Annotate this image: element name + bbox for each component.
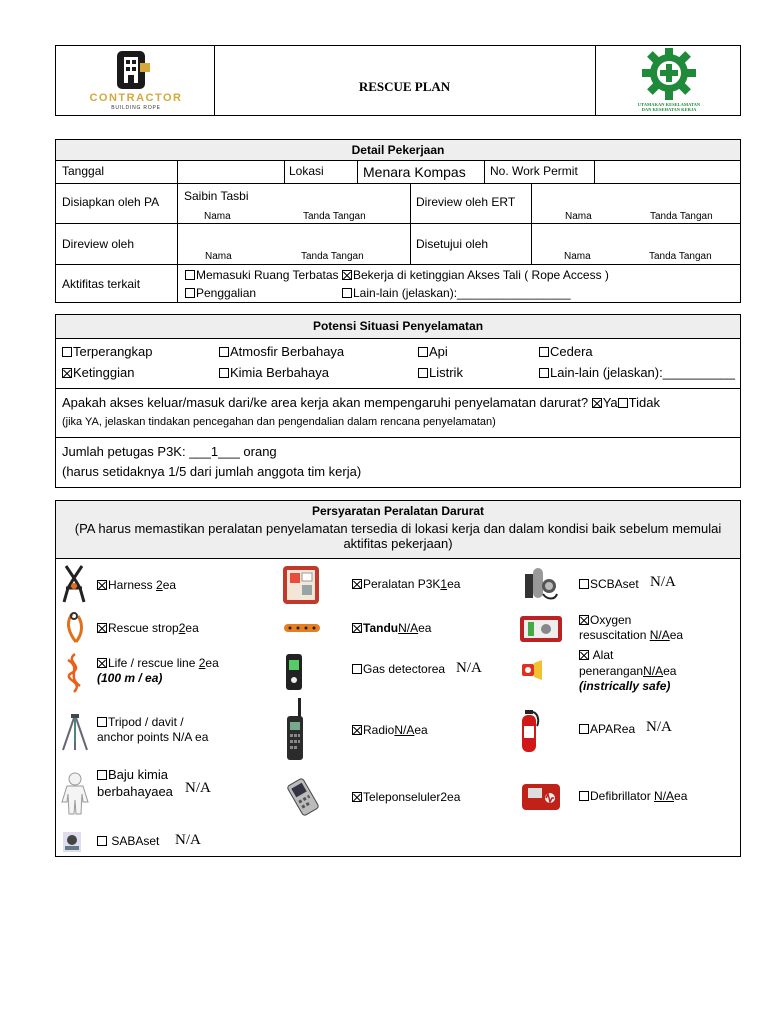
checkbox[interactable]	[97, 836, 107, 846]
hazard-label: Api	[429, 344, 448, 359]
aktifitas-label: Aktifitas terkait	[62, 277, 141, 291]
tanda-tangan-caption: Tanda Tangan	[303, 211, 366, 222]
checkbox-checked[interactable]	[62, 368, 72, 378]
defibrillator-qty: N/A	[654, 789, 675, 803]
checkbox-checked[interactable]	[579, 650, 589, 660]
activity-label: Bekerja di ketinggian Akses Tali ( Rope Access )	[353, 268, 609, 282]
tanda-tangan-caption: Tanda Tangan	[649, 251, 712, 262]
mobile-phone-item[interactable]	[352, 791, 460, 805]
first-aid-kit-qty: 1	[440, 577, 448, 591]
checkbox[interactable]	[579, 724, 589, 734]
col-line	[531, 183, 532, 264]
defibrillator-label: Defibrillator	[590, 789, 655, 803]
checkbox[interactable]	[352, 664, 362, 674]
rescue-strop-item[interactable]	[97, 622, 199, 636]
checkbox-checked[interactable]	[342, 270, 352, 280]
hazard-label: Atmosfir Berbahaya	[230, 344, 345, 359]
unit-label: ea	[185, 621, 199, 635]
flashlight-icon	[520, 658, 544, 682]
hazard-option[interactable]	[62, 366, 134, 381]
chemical-suit-qty: N/A	[185, 780, 211, 796]
checkbox-checked[interactable]	[97, 580, 107, 590]
hazard-label: Kimia Berbahaya	[230, 365, 329, 380]
defibrillator-item[interactable]	[579, 790, 687, 804]
checkbox[interactable]	[418, 347, 428, 357]
activity-option[interactable]	[185, 269, 339, 283]
mobile-phone-icon	[282, 778, 324, 816]
checkbox[interactable]	[185, 270, 195, 280]
hazard-option[interactable]	[418, 345, 448, 360]
radio-label: Radio	[363, 723, 395, 737]
tripod-qty: anchor points N/A ea	[97, 730, 209, 744]
first-aid-kit-item[interactable]	[352, 578, 460, 592]
row-line	[55, 183, 741, 184]
checkbox-checked[interactable]	[97, 623, 107, 633]
first-aid-kit-icon	[280, 563, 322, 607]
saba-label: SABAset	[111, 834, 160, 848]
unit-label: ea	[669, 628, 684, 642]
harness-icon	[60, 564, 88, 604]
checkbox[interactable]	[418, 368, 428, 378]
tripod-item[interactable]	[97, 716, 184, 730]
hazard-label: Cedera	[550, 344, 593, 359]
hazard-option[interactable]	[418, 366, 463, 381]
checkbox-checked[interactable]	[579, 615, 589, 625]
oxygen-label-2: resuscitation	[579, 628, 650, 642]
rescue-line-item[interactable]	[97, 657, 219, 671]
gas-detector-label: Gas detectorea	[363, 662, 446, 676]
checkbox[interactable]	[579, 579, 589, 589]
nama-caption: Nama	[564, 251, 591, 262]
scba-icon	[519, 564, 559, 604]
harness-item[interactable]	[97, 579, 176, 593]
checkbox[interactable]	[539, 347, 549, 357]
tanggal-label: Tanggal	[62, 164, 105, 178]
rescue-strop-qty: 2	[178, 621, 186, 635]
checkbox-ya[interactable]	[592, 398, 602, 408]
k3-text-line2: DAN KESEHATAN KERJA	[641, 107, 697, 112]
oxygen-item[interactable]	[579, 614, 631, 628]
activity-option[interactable]	[185, 287, 256, 301]
hazard-option[interactable]	[539, 366, 735, 381]
lighting-qty: N/A	[643, 664, 664, 678]
rescue-line-label: Life / rescue line	[108, 656, 199, 670]
activity-label: Memasuki Ruang Terbatas	[196, 268, 339, 282]
row-line	[55, 338, 741, 339]
scba-item[interactable]	[579, 578, 639, 592]
saba-item[interactable]	[97, 835, 159, 849]
hazard-label: Listrik	[429, 365, 463, 380]
hazard-option[interactable]	[219, 366, 329, 381]
lighting-item[interactable]	[579, 649, 613, 663]
unit-label: ea	[414, 723, 428, 737]
p3k-count[interactable]: Jumlah petugas P3K: ___1___ orang	[62, 444, 277, 459]
checkbox[interactable]	[97, 770, 107, 780]
col-line	[357, 160, 358, 183]
harness-qty: 2	[156, 578, 163, 592]
tidak-label: Tidak	[628, 395, 660, 410]
contractor-logo	[84, 49, 188, 111]
radio-item[interactable]	[352, 724, 428, 738]
disiapkan-label: Disiapkan oleh PA	[62, 195, 160, 209]
checkbox[interactable]	[539, 368, 549, 378]
scba-qty: N/A	[650, 574, 676, 590]
activity-label: Lain-lain (jelaskan):_________________	[353, 286, 571, 300]
col-line	[284, 160, 285, 183]
row-line	[55, 264, 741, 265]
tripod-label: Tripod / davit /	[108, 715, 184, 729]
apar-label: APARea	[590, 722, 636, 736]
rope-icon	[62, 652, 88, 694]
akses-note: (jika YA, jelaskan tindakan pencegahan dan pengendalian dalam rencana penyelamatan)	[62, 416, 496, 428]
oxygen-resuscitator-icon	[518, 612, 564, 644]
hazard-label: Lain-lain (jelaskan):__________	[550, 365, 736, 380]
stretcher-qty: N/A	[398, 621, 419, 635]
checkbox[interactable]	[62, 347, 72, 357]
ya-label: Ya	[602, 395, 618, 410]
chemical-suit-item[interactable]	[97, 768, 168, 783]
rescue-strop-icon	[64, 612, 88, 644]
defibrillator-icon	[518, 778, 566, 814]
checkbox[interactable]	[342, 288, 352, 298]
apar-qty: N/A	[646, 719, 672, 735]
mobile-phone-label: Teleponseluler2ea	[363, 790, 461, 804]
rescue-line-qty: 2	[198, 656, 206, 670]
p3k-note: (harus setidaknya 1/5 dari jumlah anggota tim kerja)	[62, 464, 362, 479]
col-line	[410, 183, 411, 264]
scba-label: SCBAset	[590, 577, 639, 591]
checkbox[interactable]	[219, 347, 229, 357]
rescue-line-length: (100 m / ea)	[97, 671, 163, 685]
hazard-label: Ketinggian	[73, 365, 135, 380]
tanda-tangan-caption: Tanda Tangan	[301, 251, 364, 262]
activity-label: Penggalian	[196, 286, 257, 300]
row-line	[55, 388, 741, 389]
stretcher-item[interactable]	[352, 622, 431, 636]
page-title: RESCUE PLAN	[358, 79, 451, 94]
potensi-heading: Potensi Situasi Penyelamatan	[312, 319, 484, 333]
oxygen-item-2	[579, 629, 683, 643]
checkbox-checked[interactable]	[352, 725, 362, 735]
lighting-note: (instrically safe)	[579, 679, 671, 693]
unit-label: ea	[674, 789, 688, 803]
k3-text-line1: UTAMAKAN KESELAMATAN	[637, 102, 701, 107]
tanda-tangan-caption: Tanda Tangan	[650, 211, 713, 222]
k3-logo	[633, 48, 705, 114]
unit-label: ea	[418, 621, 432, 635]
saba-qty: N/A	[175, 832, 201, 848]
akses-question	[62, 396, 660, 411]
lighting-label-2: penerangan	[579, 664, 644, 678]
unit-label: ea	[205, 656, 219, 670]
gas-detector-qty: N/A	[456, 660, 482, 676]
checkbox-checked[interactable]	[352, 792, 362, 802]
activity-option[interactable]	[342, 269, 609, 283]
nama-caption: Nama	[204, 211, 231, 222]
rescue-strop-label: Rescue strop	[108, 621, 179, 635]
tanggal-field[interactable]	[178, 161, 284, 182]
row-line	[55, 437, 741, 438]
unit-label: ea	[162, 578, 177, 592]
checkbox-checked[interactable]	[352, 579, 362, 589]
hazard-option[interactable]	[62, 345, 153, 360]
permit-label: No. Work Permit	[490, 164, 578, 178]
tripod-icon	[60, 712, 90, 752]
checkbox-checked[interactable]	[352, 623, 362, 633]
hazard-label: Terperangkap	[73, 344, 153, 359]
saba-icon	[61, 830, 83, 854]
checkbox-tidak[interactable]	[618, 398, 628, 408]
gas-detector-icon	[284, 652, 304, 692]
first-aid-kit-label: Peralatan P3K	[363, 577, 441, 591]
lighting-label: Alat	[592, 648, 614, 662]
radio-icon	[284, 696, 306, 762]
logo-name: CONTRACTOR	[89, 92, 183, 104]
gas-detector-item[interactable]	[352, 663, 445, 677]
checkbox[interactable]	[97, 717, 107, 727]
unit-label: ea	[447, 577, 461, 591]
lokasi-value[interactable]: Menara Kompas	[363, 164, 466, 180]
lokasi-label: Lokasi	[289, 164, 324, 178]
chemical-suit-label: Baju kimia	[108, 767, 168, 782]
peralatan-note: (PA harus memastikan peralatan penyelamatan tersedia di lokasi kerja dan dalam kondisi baik sebelum memulai	[74, 521, 722, 536]
chemical-suit-label-2: berbahayaea	[97, 784, 173, 799]
nama-caption: Nama	[565, 211, 592, 222]
detail-heading: Detail Pekerjaan	[351, 143, 445, 157]
col-line	[484, 160, 485, 183]
checkbox-checked[interactable]	[97, 658, 107, 668]
logo-subtitle: BUILDING ROPE	[111, 105, 161, 111]
row-line	[55, 558, 741, 559]
disetujui-label: Disetujui oleh	[416, 237, 489, 251]
col-line	[177, 264, 178, 303]
apar-item[interactable]	[579, 723, 635, 737]
checkbox[interactable]	[579, 791, 589, 801]
radio-qty: N/A	[394, 723, 415, 737]
chemical-suit-icon	[60, 772, 90, 816]
hazard-option[interactable]	[219, 345, 344, 360]
direview-label: Direview oleh	[62, 237, 135, 251]
lighting-item-2	[579, 665, 676, 679]
harness-label: Harness	[108, 578, 157, 592]
peralatan-note: aktifitas pekerjaan)	[343, 536, 453, 551]
stretcher-icon	[282, 620, 322, 636]
disiapkan-value[interactable]: Saibin Tasbi	[184, 189, 249, 203]
activity-option[interactable]	[342, 287, 571, 301]
fire-extinguisher-icon	[515, 706, 541, 754]
nama-caption: Nama	[205, 251, 232, 262]
oxygen-qty: N/A	[649, 628, 670, 642]
checkbox[interactable]	[185, 288, 195, 298]
peralatan-heading: Persyaratan Peralatan Darurat	[311, 504, 485, 518]
header-divider	[595, 45, 596, 116]
hazard-option[interactable]	[539, 345, 593, 360]
permit-field[interactable]	[595, 161, 740, 182]
unit-label: ea	[663, 664, 677, 678]
stretcher-label: Tandu	[363, 621, 399, 635]
direview-ert-label: Direview oleh ERT	[416, 195, 516, 209]
oxygen-label: Oxygen	[590, 613, 632, 627]
checkbox[interactable]	[219, 368, 229, 378]
akses-question-text: Apakah akses keluar/masuk dari/ke area kerja akan mempengaruhi penyelamatan darurat?	[62, 395, 589, 410]
row-line	[55, 223, 741, 224]
